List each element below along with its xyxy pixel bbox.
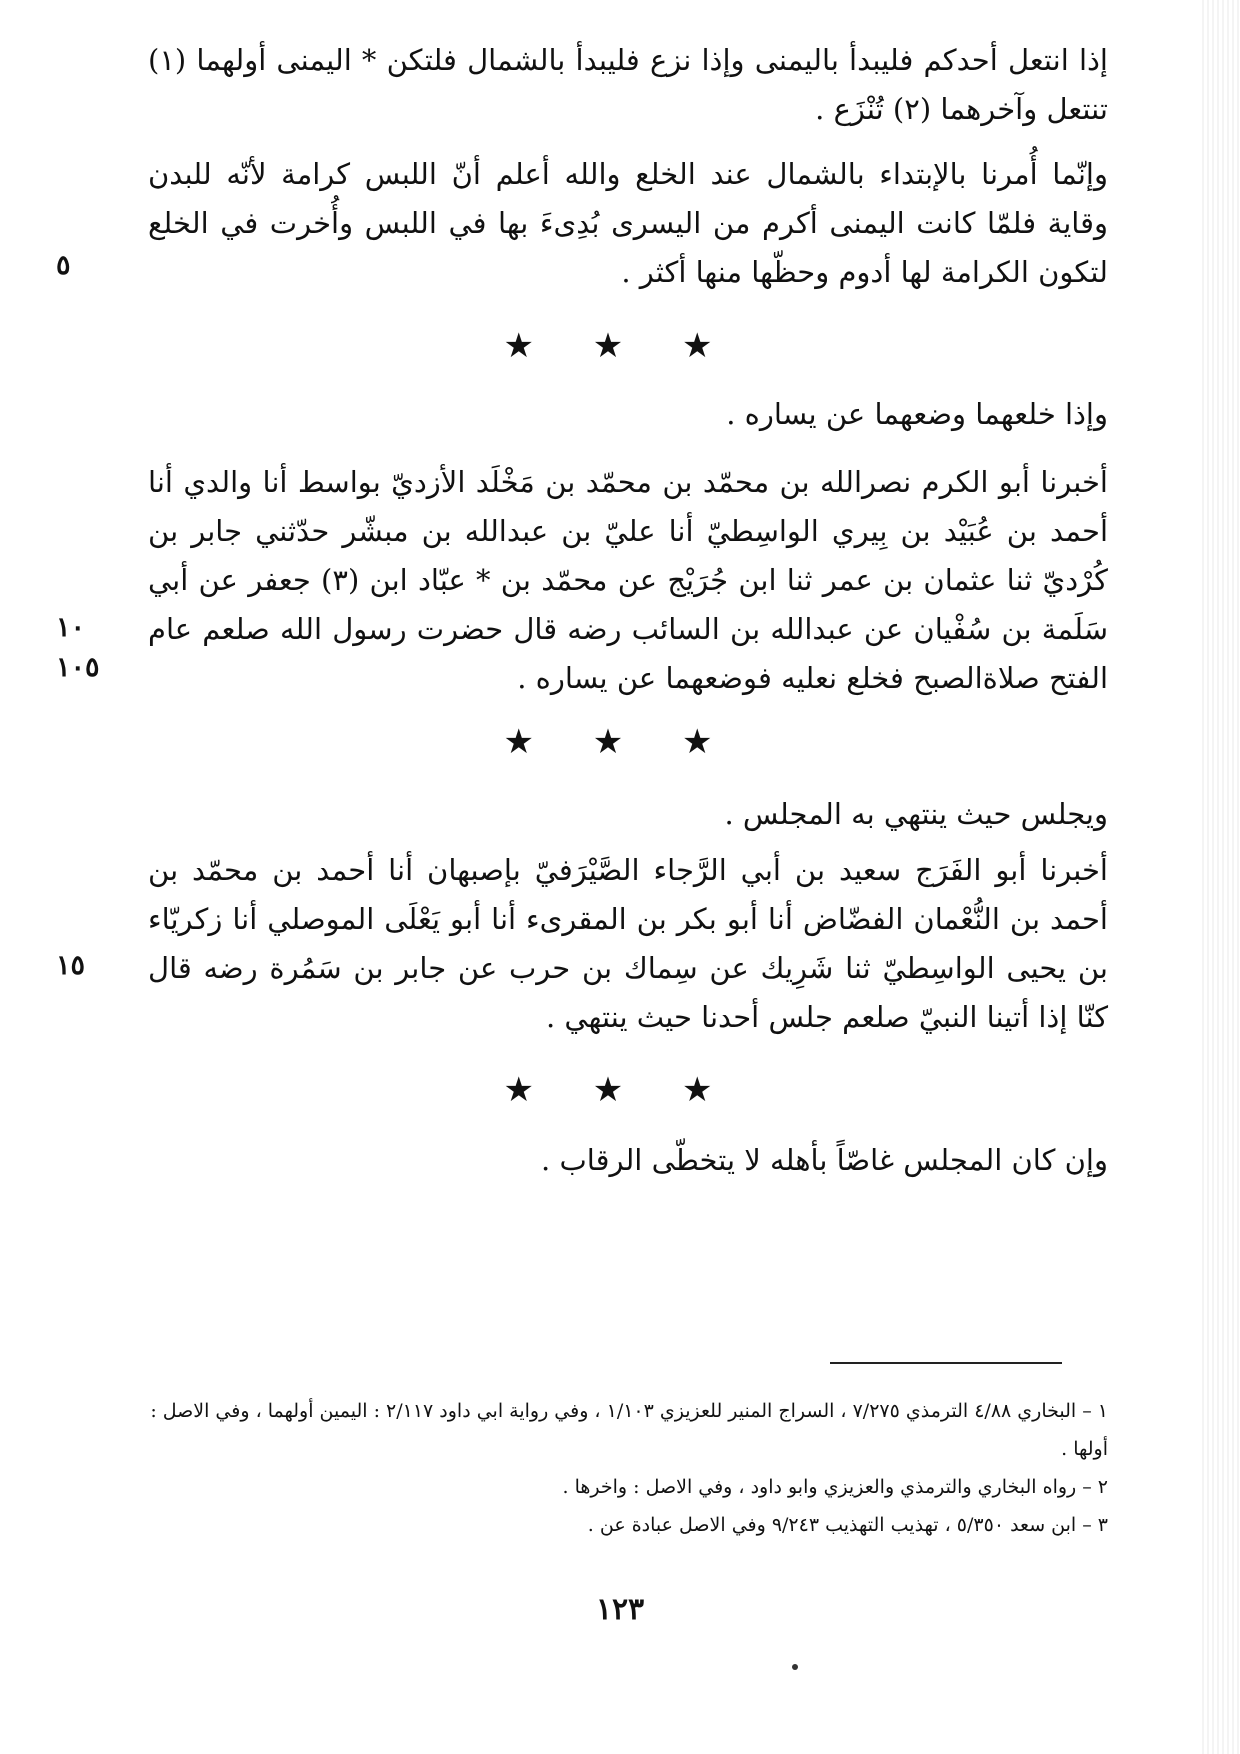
paragraph-hadith-2: أخبرنا أبو الفَرَج سعيد بن أبي الرَّجاء الصَّيْرَفيّ بإصبهان أنا أحمد بن محمّد بن أحمد بن النُّعْمان الفضّاض أنا أبو بكر بن المقرىء أنا أبو يَعْلَى الموصلي أنا زكريّاء بن يحيى الواسِطيّ ثنا شَرِيك عن سِماك بن حرب عن جابر بن سَمُرة رضه قال كنّا إذا أتينا النبيّ صلعم جلس أحدنا حيث ينتهي . [148, 853, 1108, 1034]
footnote-2: ٢ – رواه البخاري والترمذي والعزيزي وابو داود ، وفي الاصل : واخرها . [562, 1476, 1108, 1498]
paragraph-sandals: إذا انتعل أحدكم فليبدأ باليمنى وإذا نزع فليبدأ بالشمال فلتكن * اليمنى أولهما (١) تنتعل وآخرهما (٢) تُنْزَع . [148, 43, 1108, 126]
scanned-page-edge [1202, 0, 1240, 1754]
paragraph-explanation: وإنّما أُمرنا بالإبتداء بالشمال عند الخلع والله أعلم أنّ اللبس كرامة لأنّه للبدن وقاية فلمّا كانت اليمنى أكرم من اليسرى بُدِىءَ بها في اللبس وأُخرت في الخلع لتكون الكرامة لها أدوم وحظّها منها أكثر . [148, 157, 1108, 289]
section-separator-stars: ★ ★ ★ [503, 1070, 737, 1110]
section-heading-crowded: وإن كان المجلس غاصّاً بأهله لا يتخطّى الرقاب . [541, 1143, 1108, 1177]
line-number-105: ١٠٥ [56, 652, 100, 683]
section-separator-stars: ★ ★ ★ [503, 722, 737, 762]
line-number-10: ١٠ [56, 612, 86, 643]
section-separator-stars: ★ ★ ★ [503, 326, 737, 366]
ink-dot [792, 1664, 798, 1670]
footnote-1: ١ – البخاري ٤/٨٨ الترمذي ٧/٢٧٥ ، السراج المنير للعزيزي ١/١٠٣ ، وفي رواية ابي داود ٢/١١٧ : اليمين أولهما ، وفي الاصل : أولها . [150, 1400, 1108, 1460]
paragraph-hadith-1: أخبرنا أبو الكرم نصرالله بن محمّد بن محمّد بن مَخْلَد الأزديّ بواسط أنا والدي أنا أحمد بن عُبَيْد بن بِيري الواسِطيّ أنا عليّ بن عبدالله بن مبشّر حدّثني جابر بن كُرْديّ ثنا عثمان بن عمر ثنا ابن جُرَيْج عن محمّد بن * عبّاد ابن (٣) جعفر عن أبي سَلَمة بن سُفْيان عن عبدالله بن السائب رضه قال حضرت رسول الله صلعم عام الفتح صلاةالصبح فخلع نعليه فوضعهما عن يساره . [148, 465, 1108, 695]
section-heading-removing: وإذا خلعهما وضعهما عن يساره . [726, 397, 1108, 431]
footnote-divider [830, 1362, 1062, 1364]
line-number-5: ٥ [56, 250, 71, 281]
footnotes [118, 1392, 1108, 1544]
section-heading-sitting: ويجلس حيث ينتهي به المجلس . [724, 797, 1108, 831]
footnote-3: ٣ – ابن سعد ٥/٣٥٠ ، تهذيب التهذيب ٩/٢٤٣ وفي الاصل عبادة عن . [587, 1514, 1108, 1536]
line-number-15: ١٥ [56, 950, 86, 981]
page-number: ١٢٣ [595, 1592, 645, 1627]
